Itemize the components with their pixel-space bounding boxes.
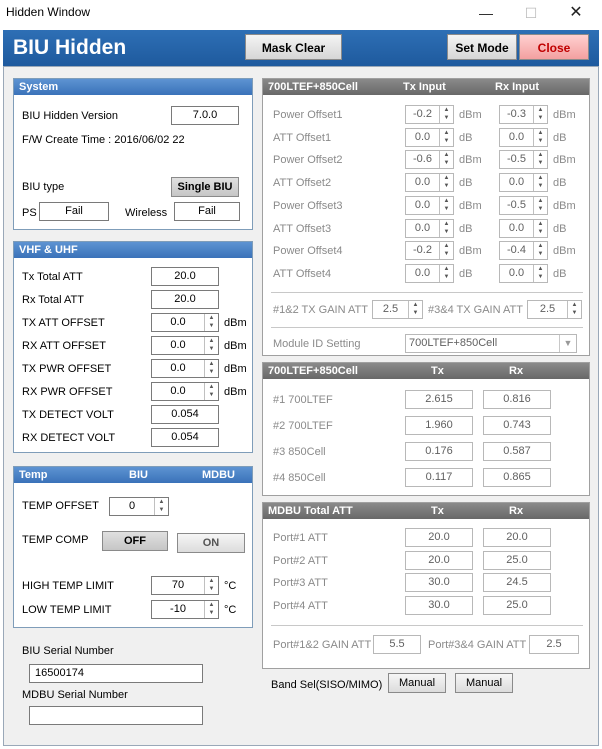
spin-arrows <box>204 360 218 377</box>
offset-rx-stepper-value: -0.5 <box>507 198 526 211</box>
vhf-row-stepper[interactable] <box>151 336 219 355</box>
spin-arrows <box>533 129 547 146</box>
mdbu-row-label: Port#2 ATT <box>273 554 328 567</box>
txrx-row-label: #3 850Cell <box>273 446 326 458</box>
spin-up-icon[interactable]: ▲ <box>537 107 544 113</box>
port-gain34-label: Port#3&4 GAIN ATT <box>428 639 527 651</box>
spin-down-icon[interactable]: ▼ <box>443 137 450 144</box>
offset-row-label: Power Offset2 <box>273 154 343 167</box>
spin-up-icon[interactable]: ▲ <box>443 152 450 159</box>
spin-up-icon[interactable]: ▲ <box>537 175 544 182</box>
spin-down-icon[interactable]: ▼ <box>158 507 165 513</box>
gain12-stepper[interactable]: 2.5 ▲ ▼ <box>372 300 423 319</box>
offset-row-label: ATT Offset2 <box>273 177 332 190</box>
offset-rx-unit: dB <box>553 131 567 144</box>
minimize-icon[interactable]: — <box>479 5 493 21</box>
offset-row-label: Power Offset3 <box>273 199 343 212</box>
spin-up-icon[interactable]: ▲ <box>443 265 450 272</box>
spin-down-icon[interactable]: ▼ <box>208 392 215 398</box>
spin-up-icon[interactable]: ▲ <box>208 315 215 321</box>
spin-up-icon[interactable]: ▲ <box>208 361 215 367</box>
mdbu-rx-field[interactable]: 20.0 <box>483 528 551 547</box>
gain34-stepper[interactable]: 2.5 ▲ ▼ <box>527 300 582 319</box>
offset-rx-stepper[interactable] <box>499 219 548 238</box>
offset-rx-unit: dB <box>553 267 567 280</box>
vhf-row-field[interactable]: 20.0 <box>151 290 219 309</box>
spin-down-icon[interactable]: ▼ <box>208 610 215 616</box>
port-gain12-label: Port#1&2 GAIN ATT <box>273 639 372 651</box>
spin-arrows <box>533 106 547 123</box>
offset-row-label: ATT Offset3 <box>273 222 332 235</box>
offset-tx-stepper[interactable] <box>405 241 454 260</box>
spin-arrows <box>439 151 453 168</box>
offset-rx-stepper-value: -0.4 <box>507 244 526 257</box>
offset-row-label: Power Offset4 <box>273 245 343 258</box>
vhf-row-stepper-value: 0.0 <box>170 362 186 374</box>
mdbu-header <box>263 503 589 519</box>
set-mode-button[interactable]: Set Mode <box>447 34 517 60</box>
mask-clear-button[interactable]: Mask Clear <box>245 34 342 60</box>
spin-arrows <box>533 242 547 259</box>
vhf-row-stepper[interactable] <box>151 313 219 332</box>
spin-arrows <box>533 174 547 191</box>
spin-up-icon[interactable]: ▲ <box>443 243 450 250</box>
offset-rx-stepper[interactable] <box>499 241 548 260</box>
mdbu-rx-field[interactable]: 25.0 <box>483 596 551 615</box>
spin-down-icon[interactable]: ▼ <box>412 310 419 316</box>
spin-up-icon[interactable]: ▲ <box>443 197 450 204</box>
tx-column: Tx <box>431 365 444 377</box>
rx-input-column: Rx Input <box>495 81 539 93</box>
offset-tx-stepper-value: 0.0 <box>414 176 431 189</box>
spin-down-icon[interactable]: ▼ <box>537 273 544 280</box>
spin-arrows <box>439 174 453 191</box>
vhf-row-unit: dBm <box>224 363 247 375</box>
high-temp-label: HIGH TEMP LIMIT <box>22 580 114 592</box>
offset-tx-stepper-value: 0.0 <box>414 221 431 234</box>
vhf-row-label: TX PWR OFFSET <box>22 363 112 375</box>
close-button[interactable]: Close <box>519 34 589 60</box>
biu-serial-label: BIU Serial Number <box>22 645 114 657</box>
txrx-row-label: #4 850Cell <box>273 472 326 484</box>
mdbu-serial-label: MDBU Serial Number <box>22 689 128 701</box>
low-temp-stepper[interactable]: -10 ▲ ▼ <box>151 600 219 619</box>
vhf-row-field[interactable]: 20.0 <box>151 267 219 286</box>
band-sel-label: Band Sel(SISO/MIMO) <box>271 679 383 691</box>
spin-up-icon[interactable]: ▲ <box>537 243 544 250</box>
temp-offset-stepper[interactable]: 0 ▲ ▼ <box>109 497 169 516</box>
spin-down-icon[interactable]: ▼ <box>537 115 544 121</box>
offset-tx-stepper[interactable] <box>405 128 454 147</box>
mdbu-tx-field[interactable]: 30.0 <box>405 573 473 592</box>
gain12-label: #1&2 TX GAIN ATT <box>273 304 368 316</box>
txrx-rx-field: 0.865 <box>483 468 551 487</box>
txrx-rx-field: 0.816 <box>483 390 551 409</box>
mdbu-group <box>262 502 590 669</box>
offset-rx-stepper-value: -0.3 <box>507 108 526 120</box>
low-temp-unit: °C <box>224 604 237 616</box>
offset-rx-unit: dBm <box>553 109 576 121</box>
txrx-row-label: #2 700LTEF <box>273 420 333 432</box>
spin-down-icon[interactable]: ▼ <box>208 369 215 375</box>
spin-up-icon[interactable]: ▲ <box>537 152 544 159</box>
spin-down-icon[interactable]: ▼ <box>208 586 215 592</box>
spin-arrows <box>439 129 453 146</box>
spin-up-icon[interactable]: ▲ <box>443 220 450 227</box>
offset-row-label: Power Offset1 <box>273 109 343 121</box>
offset-rx-stepper-value: 0.0 <box>508 266 525 279</box>
spin-arrows <box>533 151 547 168</box>
mdbu-tx-field[interactable]: 30.0 <box>405 596 473 615</box>
spin-down-icon[interactable]: ▼ <box>537 160 544 167</box>
offset-tx-stepper-value: -0.2 <box>413 244 432 257</box>
spin-arrows <box>204 337 218 354</box>
cell-offset-group <box>262 78 590 356</box>
offset-tx-unit: dBm <box>459 199 482 212</box>
mdbu-row-label: Port#3 ATT <box>273 577 328 590</box>
system-header: System <box>14 79 252 95</box>
spin-down-icon[interactable]: ▼ <box>443 251 450 258</box>
offset-tx-unit: dB <box>459 267 473 280</box>
spin-up-icon[interactable]: ▲ <box>158 499 165 505</box>
offset-rx-stepper-value: 0.0 <box>508 130 525 143</box>
spin-arrows <box>533 197 547 214</box>
temp-comp-off-button[interactable]: OFF <box>102 531 168 551</box>
biu-type-label: BIU type <box>22 181 65 193</box>
spin-up-icon[interactable]: ▲ <box>537 197 544 204</box>
mdbu-row-label: Port#1 ATT <box>273 532 328 544</box>
vhf-row-label: TX DETECT VOLT <box>22 409 114 421</box>
offset-tx-stepper[interactable] <box>405 173 454 192</box>
high-temp-stepper[interactable]: 70 ▲ ▼ <box>151 576 219 595</box>
system-group <box>13 78 253 230</box>
spin-up-icon[interactable]: ▲ <box>537 129 544 136</box>
app-title: BIU Hidden <box>13 36 127 59</box>
chevron-down-icon[interactable]: ▼ <box>559 335 576 352</box>
cell-txrx-group <box>262 362 590 496</box>
band-manual-button-2[interactable]: Manual <box>455 673 513 693</box>
low-temp-label: LOW TEMP LIMIT <box>22 604 112 616</box>
vhf-row-label: RX PWR OFFSET <box>22 386 113 398</box>
mdbu-rx-column: Rx <box>509 505 524 517</box>
vhf-row-label: Rx Total ATT <box>22 294 84 306</box>
temp-comp-label: TEMP COMP <box>22 534 89 546</box>
offset-row-label: ATT Offset4 <box>273 267 332 280</box>
spin-up-icon[interactable]: ▲ <box>208 384 215 390</box>
spin-up-icon[interactable]: ▲ <box>537 265 544 272</box>
spin-down-icon[interactable]: ▼ <box>443 228 450 235</box>
app-header <box>3 30 599 66</box>
module-id-select[interactable]: 700LTEF+850Cell ▼ <box>405 334 577 353</box>
offset-tx-stepper-value: -0.6 <box>413 153 432 166</box>
cell-txrx-title: 700LTEF+850Cell <box>268 365 358 377</box>
mdbu-row-label: Port#4 ATT <box>273 600 328 613</box>
biu-serial-field[interactable]: 16500174 <box>29 664 203 683</box>
cell-txrx-header <box>263 363 589 379</box>
spin-arrows <box>439 220 453 237</box>
offset-tx-unit: dB <box>459 222 473 235</box>
offset-rx-unit: dB <box>553 222 567 235</box>
offset-rx-stepper-value: 0.0 <box>508 221 525 234</box>
vhf-row-label: RX DETECT VOLT <box>22 432 116 444</box>
mdbu-tx-column: Tx <box>431 505 444 517</box>
spin-up-icon[interactable]: ▲ <box>537 220 544 227</box>
biu-version-label: BIU Hidden Version <box>22 110 118 122</box>
vhf-row-stepper[interactable] <box>151 382 219 401</box>
offset-rx-stepper[interactable] <box>499 264 548 283</box>
spin-up-icon[interactable]: ▲ <box>443 175 450 182</box>
vhf-row-stepper-value: 0.0 <box>170 316 186 328</box>
spin-down-icon[interactable]: ▼ <box>443 115 450 121</box>
spin-down-icon[interactable]: ▼ <box>537 137 544 144</box>
offset-tx-stepper[interactable] <box>405 219 454 238</box>
port-gain34-field[interactable]: 2.5 <box>529 635 579 654</box>
spin-down-icon[interactable]: ▼ <box>537 205 544 212</box>
offset-rx-stepper[interactable] <box>499 173 548 192</box>
title-bar <box>0 0 602 26</box>
mdbu-rx-field[interactable]: 24.5 <box>483 573 551 592</box>
gain34-label: #3&4 TX GAIN ATT <box>428 304 523 316</box>
offset-rx-unit: dB <box>553 177 567 190</box>
mdbu-title: MDBU Total ATT <box>268 505 353 517</box>
offset-tx-stepper-value: 0.0 <box>414 130 431 143</box>
vhf-row-field[interactable]: 0.054 <box>151 428 219 447</box>
offset-rx-stepper[interactable] <box>499 128 548 147</box>
vhf-row-label: TX ATT OFFSET <box>22 317 105 329</box>
offset-tx-stepper[interactable] <box>405 196 454 215</box>
spin-down-icon[interactable]: ▼ <box>443 160 450 167</box>
vhf-row-label: RX ATT OFFSET <box>22 340 106 352</box>
band-manual-button-1[interactable]: Manual <box>388 673 446 693</box>
spin-up-icon[interactable]: ▲ <box>443 107 450 113</box>
txrx-tx-field: 2.615 <box>405 390 473 409</box>
spin-arrows <box>533 265 547 282</box>
offset-rx-stepper[interactable] <box>499 105 548 124</box>
wireless-label: Wireless <box>125 207 168 219</box>
window-title: Hidden Window <box>6 5 91 19</box>
port-gain12-field[interactable]: 5.5 <box>373 635 421 654</box>
offset-tx-unit: dBm <box>459 245 482 258</box>
offset-rx-unit: dBm <box>553 245 576 258</box>
mdbu-tx-field[interactable]: 20.0 <box>405 551 473 570</box>
maximize-icon[interactable]: ☐ <box>524 5 538 21</box>
temp-comp-on-button[interactable]: ON <box>177 533 245 553</box>
spin-down-icon[interactable]: ▼ <box>571 310 578 316</box>
module-id-label: Module ID Setting <box>273 338 361 350</box>
vhf-row-stepper-value: 0.0 <box>170 385 186 397</box>
vhf-row-unit: dBm <box>224 340 247 352</box>
spin-arrows <box>439 265 453 282</box>
spin-down-icon[interactable]: ▼ <box>537 251 544 258</box>
spin-down-icon[interactable]: ▼ <box>443 205 450 212</box>
spin-up-icon[interactable]: ▲ <box>208 602 215 608</box>
temp-biu-column: BIU <box>129 469 148 481</box>
temp-offset-label: TEMP OFFSET <box>22 500 99 512</box>
fw-create-time: F/W Create Time : 2016/06/02 22 <box>22 134 185 146</box>
temp-title: Temp <box>19 469 48 481</box>
vhf-row-label: Tx Total ATT <box>22 271 83 283</box>
vhf-row-stepper[interactable] <box>151 359 219 378</box>
offset-rx-stepper[interactable] <box>499 150 548 169</box>
offset-rx-stepper-value: 0.0 <box>508 176 525 189</box>
spin-arrows <box>204 383 218 400</box>
offset-rx-unit: dBm <box>553 199 576 212</box>
temp-header <box>14 467 252 483</box>
vhf-row-unit: dBm <box>224 386 247 398</box>
spin-up-icon[interactable]: ▲ <box>571 302 578 308</box>
offset-tx-unit: dB <box>459 131 473 144</box>
vhf-row-field[interactable]: 0.054 <box>151 405 219 424</box>
offset-tx-unit: dB <box>459 177 473 190</box>
offset-tx-stepper-value: 0.0 <box>414 266 431 279</box>
biu-version-field[interactable]: 7.0.0 <box>171 106 239 125</box>
spin-up-icon[interactable]: ▲ <box>443 129 450 136</box>
high-temp-unit: °C <box>224 580 237 592</box>
ps-status-field: Fail <box>39 202 109 221</box>
vhf-uhf-group <box>13 241 253 453</box>
spin-down-icon[interactable]: ▼ <box>208 323 215 329</box>
wireless-status-field: Fail <box>174 202 240 221</box>
cell-offset-title: 700LTEF+850Cell <box>268 81 358 93</box>
offset-tx-stepper-value: -0.2 <box>413 108 432 120</box>
txrx-row-label: #1 700LTEF <box>273 394 333 406</box>
close-window-icon[interactable]: ✕ <box>569 4 583 21</box>
vhf-uhf-header: VHF & UHF <box>14 242 252 258</box>
offset-tx-stepper-value: 0.0 <box>414 198 431 211</box>
offset-rx-unit: dBm <box>553 154 576 167</box>
tx-input-column: Tx Input <box>403 81 446 93</box>
txrx-rx-field: 0.743 <box>483 416 551 435</box>
rx-column: Rx <box>509 365 524 377</box>
temp-mdbu-column: MDBU <box>202 469 235 481</box>
spin-up-icon[interactable]: ▲ <box>208 338 215 344</box>
spin-arrows <box>439 242 453 259</box>
vhf-row-stepper-value: 0.0 <box>170 339 186 351</box>
cell-offset-header <box>263 79 589 95</box>
offset-rx-stepper[interactable] <box>499 196 548 215</box>
spin-arrows <box>204 314 218 331</box>
txrx-rx-field: 0.587 <box>483 442 551 461</box>
spin-down-icon[interactable]: ▼ <box>208 346 215 352</box>
offset-tx-stepper[interactable] <box>405 105 454 124</box>
spin-down-icon[interactable]: ▼ <box>443 183 450 190</box>
spin-down-icon[interactable]: ▼ <box>537 183 544 190</box>
offset-tx-unit: dBm <box>459 109 482 121</box>
vhf-row-unit: dBm <box>224 317 247 329</box>
spin-arrows <box>533 220 547 237</box>
offset-tx-stepper[interactable] <box>405 150 454 169</box>
spin-down-icon[interactable]: ▼ <box>537 228 544 235</box>
mdbu-rx-field[interactable]: 25.0 <box>483 551 551 570</box>
spin-arrows <box>439 197 453 214</box>
offset-tx-unit: dBm <box>459 154 482 167</box>
mdbu-tx-field[interactable]: 20.0 <box>405 528 473 547</box>
txrx-tx-field: 0.176 <box>405 442 473 461</box>
offset-tx-stepper[interactable] <box>405 264 454 283</box>
temp-group <box>13 466 253 628</box>
spin-up-icon[interactable]: ▲ <box>208 578 215 584</box>
offset-row-label: ATT Offset1 <box>273 131 332 144</box>
spin-up-icon[interactable]: ▲ <box>412 302 419 308</box>
txrx-tx-field: 0.117 <box>405 468 473 487</box>
spin-arrows <box>439 106 453 123</box>
mdbu-serial-field[interactable] <box>29 706 203 725</box>
spin-down-icon[interactable]: ▼ <box>443 273 450 280</box>
biu-type-button[interactable]: Single BIU <box>171 177 239 197</box>
ps-label: PS <box>22 207 37 219</box>
offset-rx-stepper-value: -0.5 <box>507 153 526 166</box>
txrx-tx-field: 1.960 <box>405 416 473 435</box>
